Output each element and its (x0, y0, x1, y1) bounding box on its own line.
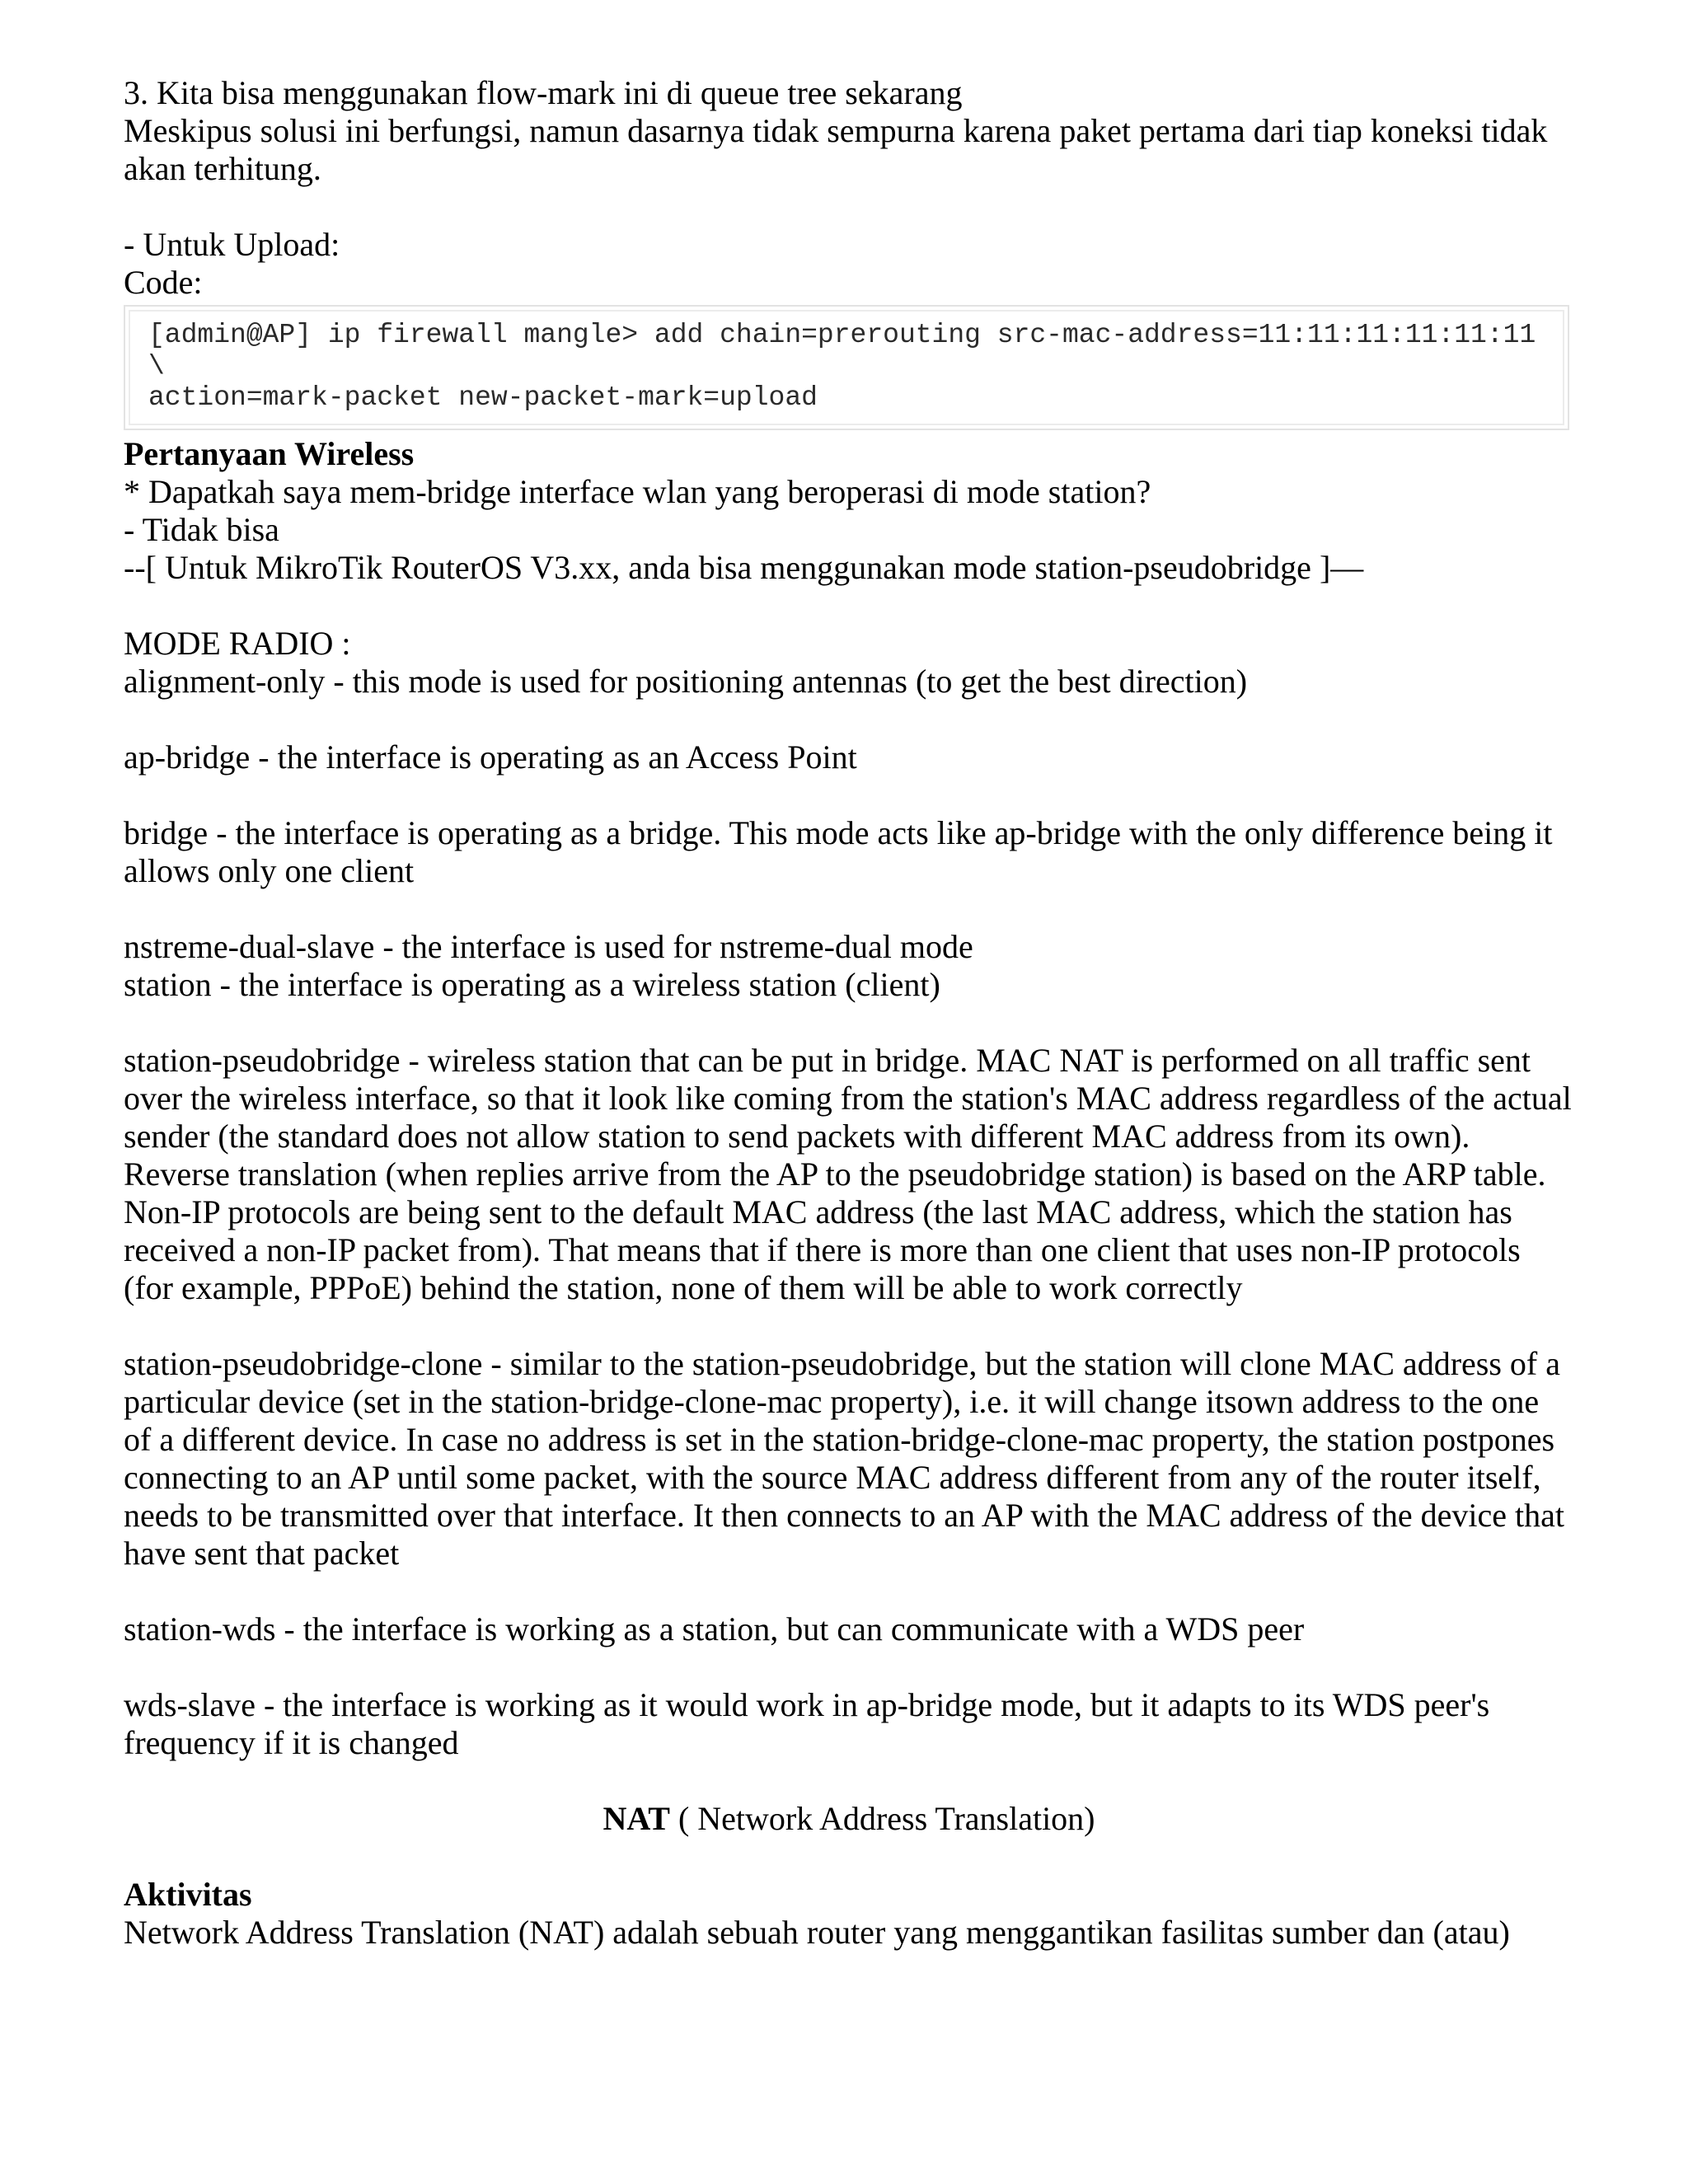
spacer (124, 701, 1574, 738)
code-content (129, 310, 1564, 425)
wireless-question: * Dapatkah saya mem-bridge interface wlan yang beroperasi di mode station? (124, 473, 1151, 510)
code-label: Code: (124, 264, 203, 301)
spacer (124, 1648, 1574, 1686)
spacer (124, 587, 1574, 625)
nat-title-rest: ( Network Address Translation) (669, 1800, 1095, 1837)
spacer (124, 1572, 1574, 1610)
mode-bridge: bridge - the interface is operating as a bridge. This mode acts like ap-bridge with the only difference being it allows only one client (124, 814, 1553, 889)
upload-label: - Untuk Upload: (124, 226, 340, 263)
document-page (124, 74, 1574, 1952)
spacer (124, 1307, 1574, 1345)
spacer (124, 1838, 1574, 1876)
mode-station-pseudobridge-clone: station-pseudobridge-clone - similar to the station-pseudobridge, but the station will clone MAC address of a particular device (set in the station-bridge-clone-mac property), i.e. it will change itsown address to the one of a different device. In case no address is set in the station-bridge-clone-mac property, the station postpones connecting to an AP until some packet, with the source MAC address different from any of the router itself, needs to be transmitted over that interface. It then connects to an AP with the MAC address of the device that have sent that packet (124, 1345, 1565, 1572)
mode-ap-bridge: ap-bridge - the interface is operating as an Access Point (124, 738, 857, 776)
spacer (124, 890, 1574, 928)
code-line-3: action=mark-packet new-packet-mark=upload (148, 382, 818, 413)
activity-text: Network Address Translation (NAT) adalah sebuah router yang menggantikan fasilitas sumber dan (atau) (124, 1914, 1510, 1951)
mode-station-wds: station-wds - the interface is working as a station, but can communicate with a WDS peer (124, 1610, 1305, 1647)
spacer (124, 188, 1574, 226)
nat-title-bold: NAT (603, 1800, 670, 1837)
mode-radio-heading: MODE RADIO : (124, 625, 351, 662)
step3-text: 3. Kita bisa menggunakan flow-mark ini di queue tree sekarang (124, 74, 963, 111)
mode-station: station - the interface is operating as a wireless station (client) (124, 966, 940, 1003)
spacer (124, 1004, 1574, 1042)
mode-wds-slave: wds-slave - the interface is working as it would work in ap-bridge mode, but it adapts to its WDS peer's frequency if it is changed (124, 1686, 1490, 1761)
wireless-note: --[ Untuk MikroTik RouterOS V3.xx, anda bisa menggunakan mode station-pseudobridge ]— (124, 549, 1364, 586)
code-line-2: \ (148, 351, 165, 382)
mode-alignment-only: alignment-only - this mode is used for positioning antennas (to get the best direction) (124, 663, 1248, 700)
spacer (124, 776, 1574, 814)
code-block (124, 305, 1569, 430)
mode-station-pseudobridge: station-pseudobridge - wireless station that can be put in bridge. MAC NAT is performed on all traffic sent over the wireless interface, so that it look like coming from the station's MAC address regardless of the actual sender (the standard does not allow station to send packets with different MAC address from its own). Reverse translation (when replies arrive from the AP to the pseudobridge station) is based on the ARP table. Non-IP protocols are being sent to the default MAC address (the last MAC address, which the station has received a non-IP packet from). That means that if there is more than one client that uses non-IP protocols (for example, PPPoE) behind the station, none of them will be able to work correctly (124, 1042, 1572, 1306)
wireless-heading: Pertanyaan Wireless (124, 435, 415, 472)
code-line-1: [admin@AP] ip firewall mangle> add chain=prerouting src-mac-address=11:11:11:11:11:11 (148, 320, 1536, 350)
mode-nstreme-dual-slave: nstreme-dual-slave - the interface is used for nstreme-dual mode (124, 928, 973, 965)
wireless-answer: - Tidak bisa (124, 511, 279, 548)
nat-title (124, 1800, 1574, 1838)
solution-note: Meskipus solusi ini berfungsi, namun dasarnya tidak sempurna karena paket pertama dari tiap koneksi tidak akan terhitung. (124, 112, 1548, 187)
activity-heading: Aktivitas (124, 1876, 252, 1913)
spacer (124, 1762, 1574, 1800)
